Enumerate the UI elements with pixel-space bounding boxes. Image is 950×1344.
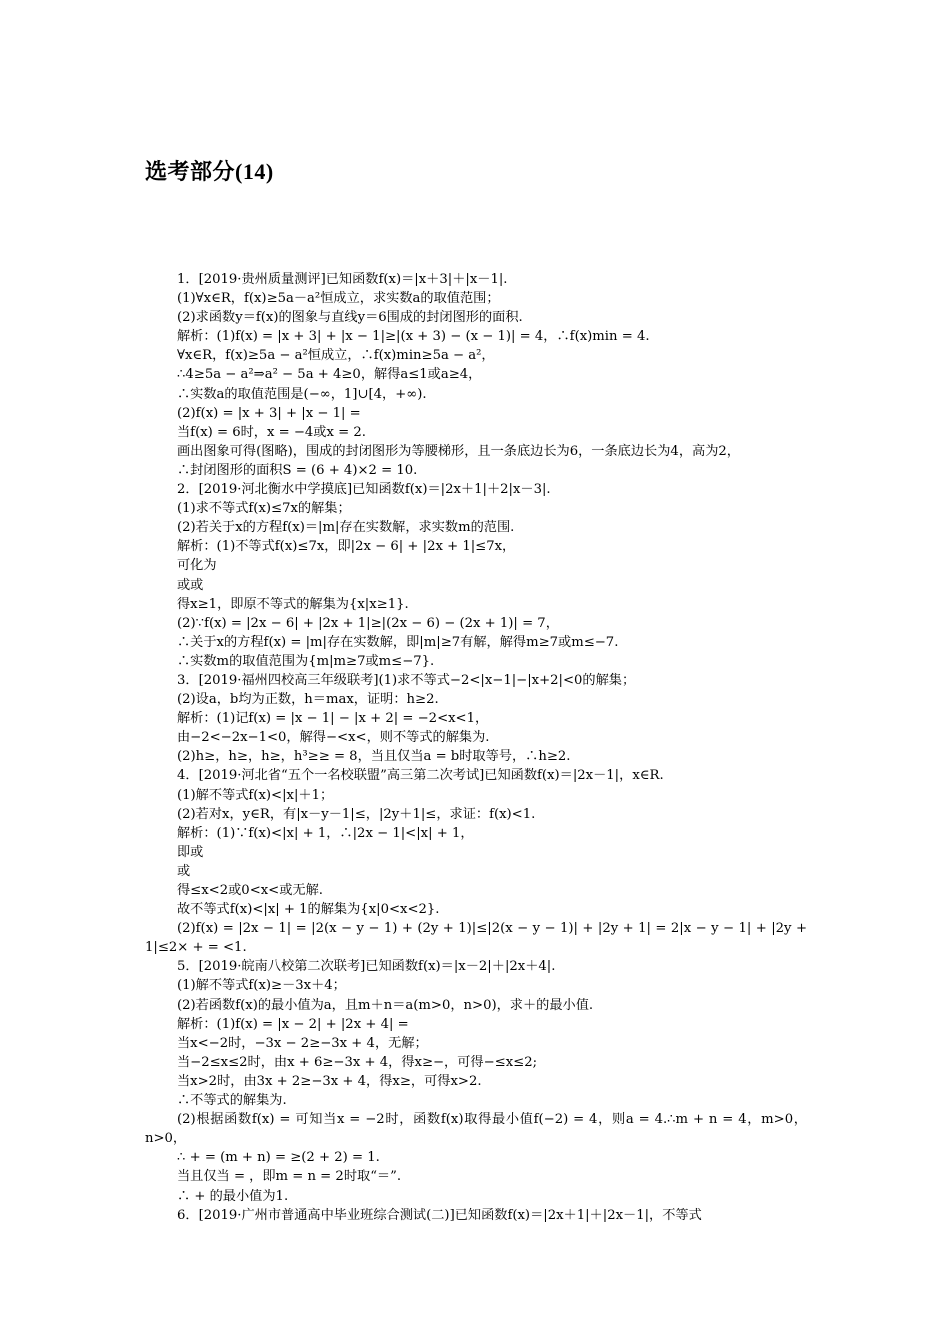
text-line: 当且仅当 = ，即m = n = 2时取“＝”. xyxy=(177,1169,402,1185)
text-line: ∴实数a的取值范围是(−∞，1]∪[4，+∞). xyxy=(177,386,427,402)
text-line: 当f(x) = 6时，x = −4或x = 2. xyxy=(177,424,366,440)
text-line: 故不等式f(x)<|x| + 1的解集为{x|0<x<2}. xyxy=(177,902,440,918)
text-line: 解析：(1)不等式f(x)≤7x，即|2x − 6| + |2x + 1|≤7x， xyxy=(177,539,516,555)
text-line: (2)求函数y＝f(x)的图象与直线y＝6围成的封闭图形的面积. xyxy=(177,310,523,326)
text-line: ∀x∈R，f(x)≥5a − a²恒成立，∴f(x)min≥5a − a²， xyxy=(177,348,495,364)
text-line: (1)求不等式f(x)≤7x的解集； xyxy=(177,501,351,517)
text-line: 当x<−2时，−3x − 2≥−3x + 4，无解； xyxy=(177,1035,428,1051)
text-line: 解析：(1)f(x) = |x + 3| + |x − 1|≥|(x + 3) − (x − 1)| = 4，∴f(x)min = 4. xyxy=(177,329,650,345)
text-line: 当x>2时，由3x + 2≥−3x + 4，得x≥，可得x>2. xyxy=(177,1073,482,1089)
text-line: (2)若函数f(x)的最小值为a，且m＋n＝a(m>0，n>0)，求＋的最小值. xyxy=(177,997,594,1013)
text-line: ∴ + = (m + n) = ≥(2 + 2) = 1. xyxy=(177,1150,380,1166)
page-title: 选考部分(14) xyxy=(145,159,274,184)
text-line: 1．[2019·贵州质量测评]已知函数f(x)＝|x＋3|＋|x－1|. xyxy=(177,272,508,287)
text-line: (2)h≥，h≥，h≥，h³≥≥ = 8，当且仅当a = b时取等号，∴h≥2. xyxy=(177,749,571,765)
document-body xyxy=(145,270,807,1225)
text-line: 得≤x<2或0<x<或无解. xyxy=(177,883,323,898)
text-line: 由−2<−2x−1<0，解得−<x<，则不等式的解集为. xyxy=(177,730,490,746)
text-line: (2)f(x) = |2x − 1| = |2(x − y − 1) + (2y + 1)|≤|2(x − y − 1)| + |2y + 1| = 2|x − y − 1| + |2y + 1|≤2× + = <1. xyxy=(145,921,807,956)
text-line: 画出图象可得(图略)，围成的封闭图形为等腰梯形，且一条底边长为6，一条底边长为4，高为2， xyxy=(177,443,740,459)
text-line: 或或 xyxy=(177,577,204,593)
text-line: (2)设a，b均为正数，h＝max，证明：h≥2. xyxy=(177,692,439,708)
text-line: ∴封闭图形的面积S = (6 + 4)×2 = 10. xyxy=(177,462,418,478)
text-line: 解析：(1)f(x) = |x − 2| + |2x + 4| = xyxy=(177,1016,409,1032)
text-line: 2．[2019·河北衡水中学摸底]已知函数f(x)＝|2x＋1|＋2|x－3|. xyxy=(177,482,551,498)
text-line: ∴关于x的方程f(x) = |m|存在实数解，即|m|≥7有解，解得m≥7或m≤−7. xyxy=(177,634,619,650)
text-line: 或 xyxy=(177,863,191,879)
text-line: 解析：(1)∵f(x)<|x| + 1，∴|2x − 1|<|x| + 1， xyxy=(177,825,474,841)
text-line: 6．[2019·广州市普通高中毕业班综合测试(二)]已知函数f(x)＝|2x＋1|＋|2x－1|，不等式 xyxy=(177,1207,702,1223)
text-line: 4．[2019·河北省“五个一名校联盟”高三第二次考试]已知函数f(x)＝|2x－1|，x∈R. xyxy=(177,768,664,784)
text-line: 当−2≤x≤2时，由x + 6≥−3x + 4，得x≥−，可得−≤x≤2; xyxy=(177,1054,538,1070)
text-line: 即或 xyxy=(177,844,204,860)
text-line: 解析：(1)记f(x) = |x − 1| − |x + 2| = −2<x<1， xyxy=(177,711,489,727)
text-line: 可化为 xyxy=(177,558,217,574)
text-line: (1)解不等式f(x)≥－3x＋4； xyxy=(177,978,346,994)
text-line: (2)若对x，y∈R，有|x－y－1|≤，|2y＋1|≤，求证：f(x)<1. xyxy=(177,806,536,822)
text-line: (1)∀x∈R，f(x)≥5a－a²恒成立，求实数a的取值范围； xyxy=(177,291,500,307)
text-line: 5．[2019·皖南八校第二次联考]已知函数f(x)＝|x－2|＋|2x＋4|. xyxy=(177,959,556,975)
text-line: ∴不等式的解集为. xyxy=(177,1093,287,1109)
text-line: ∴实数m的取值范围为{m|m≥7或m≤−7}. xyxy=(177,653,435,669)
text-line: 得x≥1，即原不等式的解集为{x|x≥1}. xyxy=(177,596,409,612)
text-line: (2)∵f(x) = |2x − 6| + |2x + 1|≥|(2x − 6) − (2x + 1)| = 7， xyxy=(177,615,559,631)
text-line: (2)若关于x的方程f(x)＝|m|存在实数解，求实数m的范围. xyxy=(177,520,515,536)
text-line: ∴ + 的最小值为1. xyxy=(177,1188,289,1204)
text-line: (2)f(x) = |x + 3| + |x − 1| = xyxy=(177,405,361,421)
text-line: (2)根据函数f(x) = 可知当x = −2时，函数f(x)取得最小值f(−2) = 4，则a = 4.∴m + n = 4，m>0，n>0， xyxy=(145,1112,807,1147)
text-line: ∴4≥5a − a²⇒a² − 5a + 4≥0，解得a≤1或a≥4， xyxy=(177,367,482,383)
text-line: 3．[2019·福州四校高三年级联考](1)求不等式−2<|x−1|−|x+2|<0的解集； xyxy=(177,672,636,688)
text-line: (1)解不等式f(x)<|x|＋1； xyxy=(177,787,334,803)
